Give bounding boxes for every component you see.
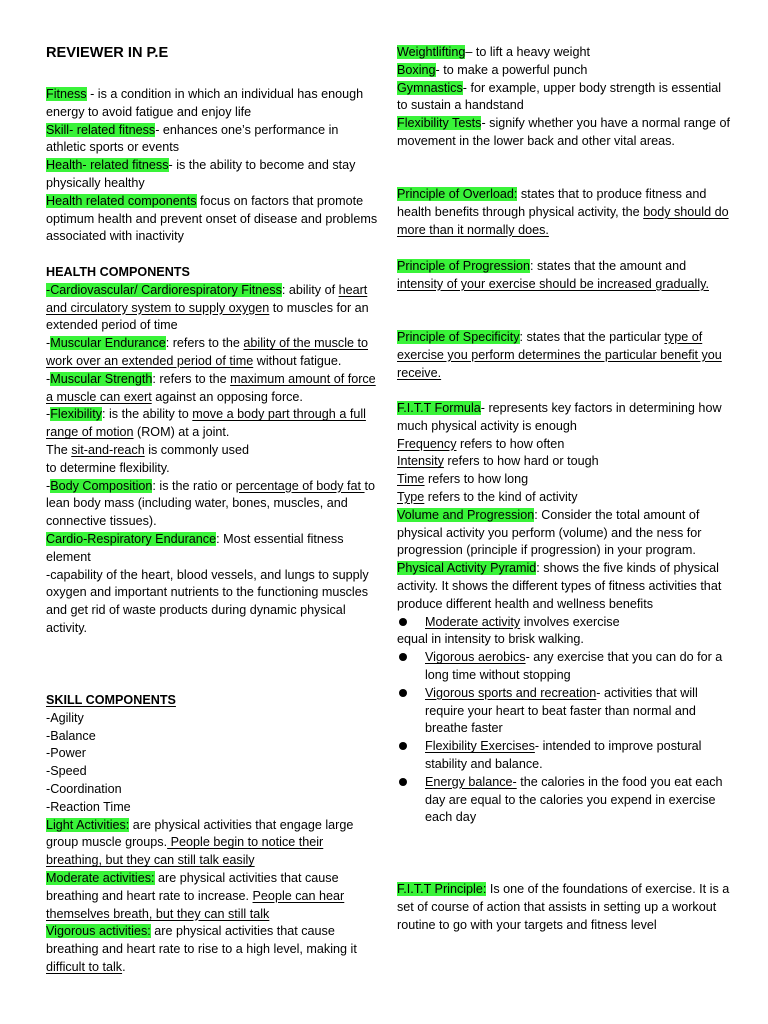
- strength-term: Muscular Strength: [50, 371, 153, 386]
- time-line: Time refers to how long: [397, 472, 529, 487]
- bullet-dot-icon: [399, 742, 407, 750]
- page-title: REVIEWER IN P.E: [46, 45, 169, 61]
- health-components-def-paragraph: Health related components focus on factors that promote optimum health and prevent onset of disease and problems associated with inactivity: [46, 193, 378, 244]
- cardio-term: -Cardiovascular/ Cardiorespiratory Fitness: [46, 282, 282, 297]
- fitt-section: [397, 400, 732, 827]
- strength-paragraph: -Muscular Strength: refers to the maximum amount of force a muscle can exert against an opposing force.: [46, 371, 376, 404]
- light-activities-paragraph: Light Activities: are physical activities that engage large group muscle groups. People begin to notice their breathing, but they can still talk easily: [46, 817, 354, 868]
- boxing-term: Boxing: [397, 62, 436, 77]
- boxing-line: Boxing- to make a powerful punch: [397, 62, 588, 77]
- skill-item: -Speed: [46, 764, 87, 779]
- progression-term: Principle of Progression: [397, 259, 530, 273]
- skill-item: -Agility: [46, 710, 84, 725]
- bullet-energy-balance: Energy balance- the calories in the food you eat each day are equal to the calories you expend in exercise each day: [397, 774, 732, 827]
- skill-item: -Balance: [46, 728, 96, 743]
- health-components-section: [46, 264, 378, 638]
- pyramid-paragraph: Physical Activity Pyramid: shows the five kinds of physical activity. It shows the different types of fitness activities that produce different health and wellness benefits: [397, 561, 722, 611]
- health-related-term: Health- related fitness: [46, 158, 169, 173]
- body-composition-paragraph: -Body Composition: is the ratio or percentage of body fat to lean body mass (including water, bones, muscles, and connective tissues).: [46, 478, 376, 529]
- light-activities-term: Light Activities:: [46, 817, 130, 832]
- bullet-flexibility-exercises: Flexibility Exercises- intended to improve postural stability and balance.: [397, 738, 732, 774]
- fitt-formula-paragraph: F.I.T.T Formula- represents key factors in determining how much physical activity is enough: [397, 401, 722, 433]
- health-related-paragraph: Health- related fitness- is the ability to become and stay physically healthy: [46, 158, 356, 190]
- bullet-dot-icon: [399, 653, 407, 661]
- fitness-term: Fitness: [46, 87, 87, 101]
- vigorous-activities-paragraph: Vigorous activities: are physical activities that cause breathing and heart rate to rise to a high level, making it difficult to talk.: [46, 924, 357, 974]
- gymnastics-term: Gymnastics: [397, 80, 463, 95]
- principle-progression: Principle of Progression: states that the amount and intensity of your exercise should be increased gradually.: [397, 259, 709, 291]
- volume-progression-paragraph: Volume and Progression: Consider the total amount of physical activity you perform (volume) and the ness for progression (principle if progression) in your program.: [397, 507, 702, 558]
- gymnastics-paragraph: Gymnastics- for example, upper body strength is essential to sustain a handstand: [397, 80, 722, 113]
- principle-overload: Principle of Overload: states that to produce fitness and health benefits through physical activity, the body should do more than it normally does.: [397, 187, 729, 237]
- bullet-dot-icon: [399, 689, 407, 697]
- bullet-dot-icon: [399, 778, 407, 786]
- flexibility-tests-paragraph: Flexibility Tests- signify whether you have a normal range of movement in the lower back and other vital areas.: [397, 116, 730, 148]
- health-components-heading: HEALTH COMPONENTS: [46, 265, 190, 279]
- skill-components-section: [46, 692, 378, 977]
- skill-item: -Power: [46, 746, 86, 761]
- bullet-moderate-activity: Moderate activity involves exercise equal in intensity to brisk walking.: [397, 614, 620, 647]
- fitness-paragraph: Fitness - is a condition in which an individual has enough energy to avoid fatigue and enjoy life: [46, 87, 364, 119]
- flexibility-paragraph: -Flexibility: is the ability to move a body part through a full range of motion (ROM) at a joint.: [46, 407, 366, 440]
- moderate-activities-term: Moderate activities:: [46, 870, 155, 885]
- weightlifting-term: Weightlifting: [397, 45, 466, 59]
- cre-paragraph: Cardio-Respiratory Endurance: Most essential fitness element: [46, 531, 344, 564]
- endurance-term: Muscular Endurance: [50, 336, 166, 351]
- cre-capability-paragraph: -capability of the heart, blood vessels, and lungs to supply oxygen and important nutrients to the functioning muscles and get rid of waste products during dynamic physical activity.: [46, 567, 369, 635]
- intensity-line: Intensity refers to how hard or tough: [397, 454, 599, 469]
- flexibility-tests-term: Flexibility Tests: [397, 116, 482, 131]
- skill-related-term: Skill- related fitness: [46, 122, 156, 137]
- volume-progression-term: Volume and Progression: [397, 507, 535, 522]
- cre-term: Cardio-Respiratory Endurance: [46, 531, 217, 546]
- specificity-term: Principle of Specificity: [397, 330, 520, 344]
- activity-examples: [397, 44, 732, 151]
- overload-term: Principle of Overload:: [397, 187, 518, 201]
- bullet-dot-icon: [399, 618, 407, 626]
- moderate-activities-paragraph: Moderate activities: are physical activities that cause breathing and heart rate to increase. People can hear themselves breath, but they can still talk: [46, 870, 345, 921]
- sit-and-reach-line: The sit-and-reach is commonly used: [46, 442, 249, 457]
- fitt-principle-section: F.I.T.T Principle: Is one of the foundations of exercise. It is a set of course of action that assists in setting up a workout routine to go with your targets and fitness level: [397, 882, 730, 932]
- sit-and-reach-line-2: to determine flexibility.: [46, 460, 170, 475]
- flexibility-term: Flexibility: [50, 407, 102, 422]
- fitt-principle-term: F.I.T.T Principle:: [397, 882, 487, 896]
- skill-item: -Reaction Time: [46, 799, 131, 814]
- skill-related-paragraph: Skill- related fitness- enhances one’s performance in athletic sports or events: [46, 122, 339, 155]
- body-composition-term: Body Composition: [50, 478, 153, 493]
- health-related-components-term: Health related components: [46, 193, 197, 208]
- vigorous-activities-term: Vigorous activities:: [46, 924, 151, 939]
- pyramid-term: Physical Activity Pyramid: [397, 561, 537, 576]
- bullet-vigorous-sports: Vigorous sports and recreation- activities that will require your heart to beat faster than normal and breathe faster: [397, 685, 732, 738]
- weightlifting-line: Weightlifting– to lift a heavy weight: [397, 45, 590, 59]
- endurance-paragraph: -Muscular Endurance: refers to the ability of the muscle to work over an extended period of time without fatigue.: [46, 336, 369, 368]
- fitness-definitions: [46, 86, 378, 246]
- fitt-formula-term: F.I.T.T Formula: [397, 401, 481, 415]
- type-line: Type refers to the kind of activity: [397, 489, 578, 504]
- skill-components-heading: SKILL COMPONENTS: [46, 693, 176, 707]
- bullet-vigorous-aerobics: Vigorous aerobics- any exercise that you can do for a long time without stopping: [397, 649, 732, 685]
- principle-specificity: Principle of Specificity: states that the particular type of exercise you perform determines the particular benefit you receive.: [397, 330, 722, 380]
- cardio-paragraph: -Cardiovascular/ Cardiorespiratory Fitness: ability of heart and circulatory system to supply oxygen to muscles for an extended period of time: [46, 282, 369, 333]
- frequency-line: Frequency refers to how often: [397, 436, 565, 451]
- skill-item: -Coordination: [46, 781, 122, 796]
